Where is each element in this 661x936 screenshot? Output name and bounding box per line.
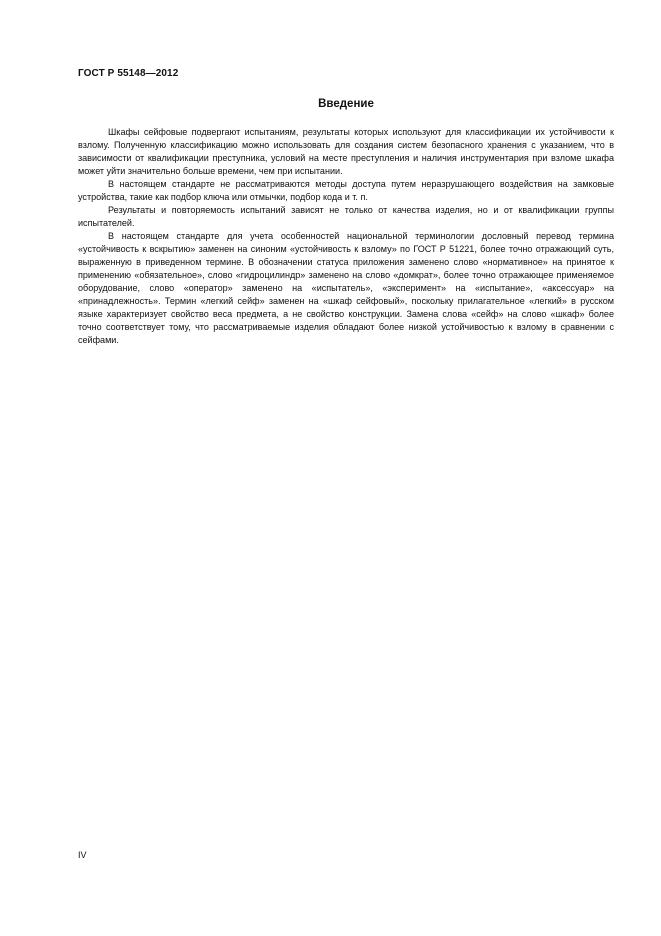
introduction-body [78, 126, 614, 347]
paragraph: В настоящем стандарте для учета особенностей национальной терминологии дословный перевод термина «устойчивость к вскрытию» заменен на синоним «устойчивость к взлому» по ГОСТ Р 51221, более точно отражающий суть, выраженную в приведенном термине. В обозначении статуса приложения заменено слово «нормативное» на принятое к применению «обязательное», слово «гидроцилиндр» заменено на слово «домкрат», более точно отражающее применяемое оборудование, слово «оператор» заменено на «испытатель», «эксперимент» на «испытание», «аксессуар» на «принадлежность». Термин «легкий сейф» заменен на «шкаф сейфовый», поскольку прилагательное «легкий» в русском языке характеризует свойство веса предмета, а не свойство конструкции. Замена слова «сейф» на слово «шкаф» более точно соответствует тому, что рассматриваемые изделия обладают более низкой устойчивостью к взлому в сравнении с сейфами. [78, 231, 614, 345]
document-code-header: ГОСТ Р 55148—2012 [78, 68, 179, 79]
page-number: IV [78, 850, 87, 860]
paragraph: В настоящем стандарте не рассматриваются методы доступа путем неразрушающего воздействия на замковые устройства, такие как подбор ключа или отмычки, подбор кода и т. п. [78, 179, 614, 202]
paragraph: Результаты и повторяемость испытаний зависят не только от качества изделия, но и от квалификации группы испытателей. [78, 205, 614, 228]
section-title: Введение [318, 98, 374, 110]
paragraph: Шкафы сейфовые подвергают испытаниям, результаты которых используют для классификации их устойчивости к взлому. Полученную классификацию можно использовать для создания систем безопасного хранения с указанием, что в зависимости от квалификации преступника, условий на месте преступления и наличия инструментария при взломе шкафа может уйти значительно больше времени, чем при испытании. [78, 127, 614, 176]
